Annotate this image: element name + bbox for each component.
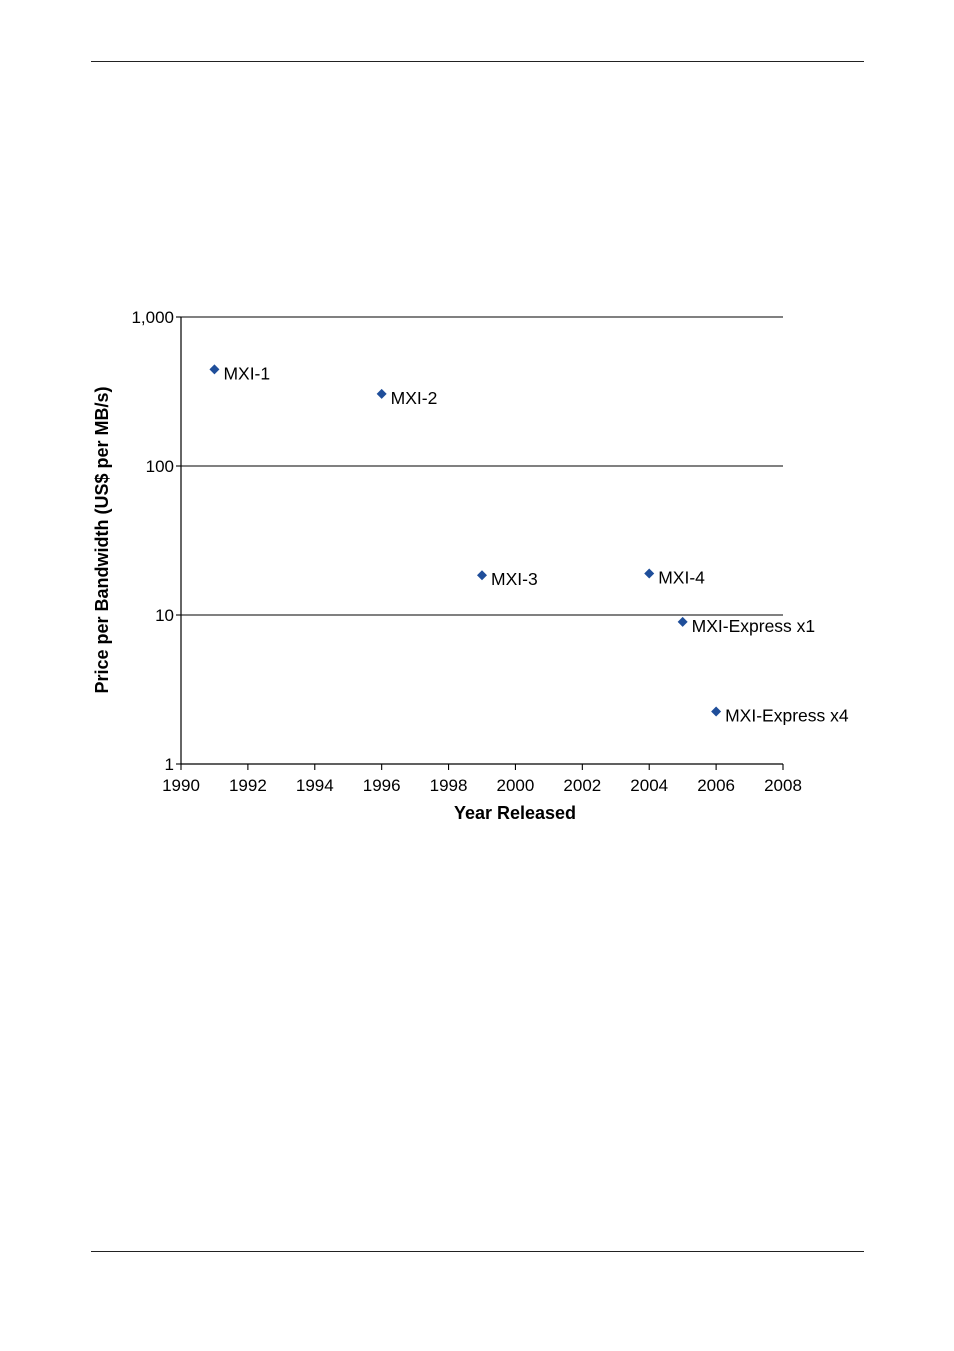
y-tick-label: 1: [164, 755, 174, 774]
data-point-marker: [711, 707, 721, 717]
axes: [181, 317, 783, 764]
x-tick-label: 1996: [362, 776, 401, 795]
y-axis-title: Price per Bandwidth (US$ per MB/s): [92, 386, 112, 694]
x-tick-label: 2000: [496, 776, 535, 795]
y-tick-label: 10: [155, 606, 174, 625]
data-point-marker: [209, 364, 219, 374]
page-footer-rule: [91, 1251, 864, 1252]
data-point-label: MXI-4: [658, 567, 705, 588]
data-point-label: MXI-1: [223, 363, 271, 384]
x-tick-label: 2004: [630, 776, 669, 795]
x-tick-label: 1994: [295, 776, 334, 795]
x-tick-label: 2006: [697, 776, 736, 795]
x-tick-label: 1990: [162, 776, 200, 795]
y-axis-ticks: [131, 308, 181, 774]
y-tick-label: 1,000: [131, 308, 174, 327]
data-points: [209, 363, 848, 725]
x-tick-label: 2002: [563, 776, 602, 795]
x-tick-label: 1998: [429, 776, 468, 795]
x-axis-title: Year Released: [453, 803, 577, 823]
data-point-marker: [644, 568, 654, 578]
data-point-label: MXI-Express x4: [725, 705, 849, 726]
data-point-label: MXI-Express x1: [691, 615, 816, 636]
x-axis-ticks: [162, 764, 802, 795]
y-tick-label: 100: [145, 457, 174, 476]
data-point-label: MXI-2: [390, 387, 438, 408]
data-point-label: MXI-3: [491, 569, 538, 590]
data-point-marker: [678, 617, 688, 627]
x-tick-label: 2008: [764, 776, 802, 795]
x-tick-label: 1992: [228, 776, 267, 795]
data-point-marker: [377, 389, 387, 399]
data-point-marker: [477, 570, 487, 580]
